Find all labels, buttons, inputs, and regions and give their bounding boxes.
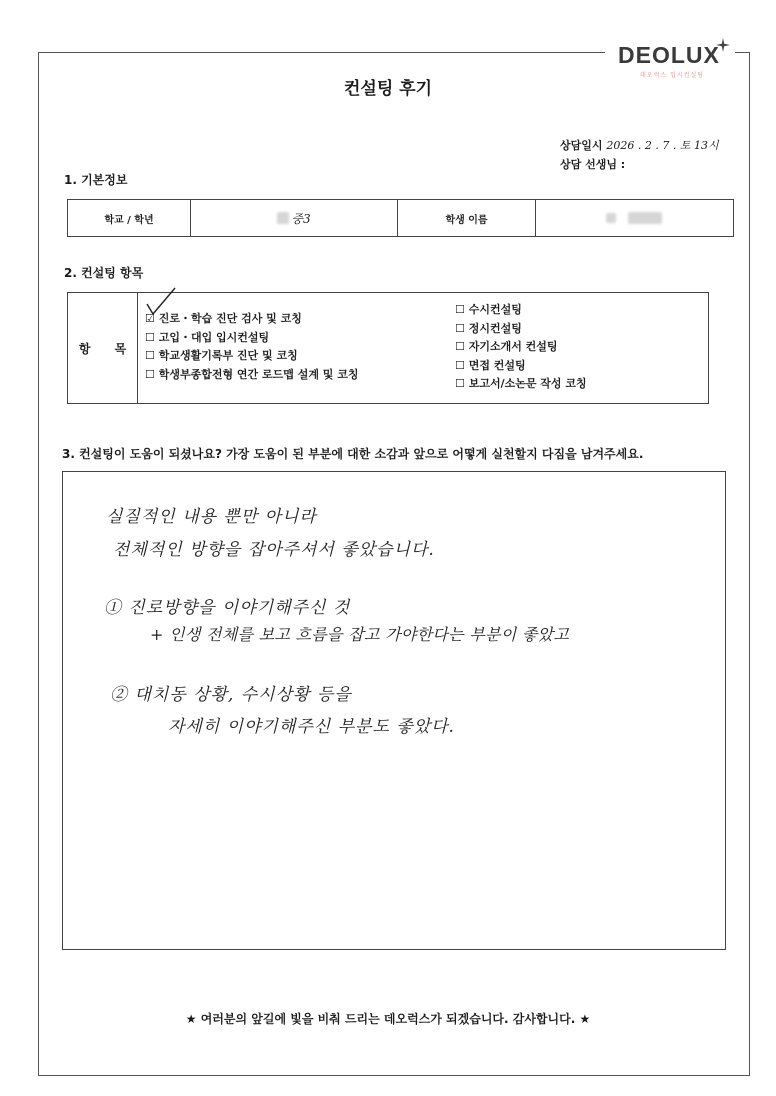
page-title: 컨설팅 후기 <box>343 79 433 99</box>
brand-tagline: 데오럭스 입시컨설팅 <box>640 72 705 79</box>
items-row-label: 항 목 <box>68 293 138 403</box>
handwritten-line: + 인생 전체를 보고 흐름을 잡고 가야한다는 부분이 좋았고 <box>150 625 570 644</box>
redacted-block <box>628 212 662 224</box>
handwritten-line: 자세히 이야기해주신 부분도 좋았다. <box>168 717 455 737</box>
list-item: ☐ 학생부종합전형 연간 로드맵 설계 및 코칭 <box>145 367 359 381</box>
consult-teacher-label: 상담 선생님 : <box>560 158 626 171</box>
handwritten-line: 전체적인 방향을 잡아주셔서 좋았습니다. <box>113 540 435 560</box>
sparkle-icon <box>716 38 730 52</box>
section2-heading: 2. 컨설팅 항목 <box>64 266 144 280</box>
section1-heading: 1. 기본정보 <box>64 173 128 187</box>
right-item-list <box>455 301 587 394</box>
list-item: ☐ 자기소개서 컨설팅 <box>455 340 558 353</box>
name-value-cell <box>536 200 732 236</box>
school-value-cell <box>191 200 398 236</box>
consult-date <box>560 137 719 153</box>
list-item: ☑ 진로・학습 진단 검사 및 코칭 <box>145 312 302 325</box>
handwritten-line: ② 대치동 상황, 수시상황 등을 <box>110 685 352 705</box>
brand-logo: DEOLUX <box>618 42 720 68</box>
handwritten-line: ① 진로방향을 이야기해주신 것 <box>104 598 351 618</box>
list-item: ☐ 면접 컨설팅 <box>455 358 526 372</box>
list-item: ☐ 학교생활기록부 진단 및 코칭 <box>145 349 298 362</box>
handwritten-check-icon <box>145 286 181 322</box>
handwritten-line: 실질적인 내용 뿐만 아니라 <box>106 507 317 527</box>
consult-date-value: 2026 . 2 . 7 . 토 13시 <box>606 139 719 152</box>
list-item: ☐ 정시컨설팅 <box>455 321 522 335</box>
school-value: 중3 <box>291 211 311 226</box>
consult-date-label: 상담일시 <box>560 139 603 152</box>
name-label: 학생 이름 <box>398 200 536 236</box>
list-item: ☐ 고입・대입 입시컨설팅 <box>145 330 270 344</box>
list-item: ☐ 보고서/소논문 작성 코칭 <box>455 377 587 390</box>
redacted-block <box>277 212 289 224</box>
school-label: 학교 / 학년 <box>68 200 191 236</box>
section3-question: 3. 컨설팅이 도움이 되셨나요? 가장 도움이 된 부분에 대한 소감과 앞으로 어떻게 실천할지 다짐을 남겨주세요. <box>62 447 644 461</box>
footer-message: ★ 여러분의 앞길에 빛을 비춰 드리는 데오럭스가 되겠습니다. 감사합니다. ★ <box>185 1012 591 1026</box>
basic-info-table <box>67 199 734 237</box>
redacted-block <box>606 213 616 223</box>
list-item: ☐ 수시컨설팅 <box>455 303 522 316</box>
